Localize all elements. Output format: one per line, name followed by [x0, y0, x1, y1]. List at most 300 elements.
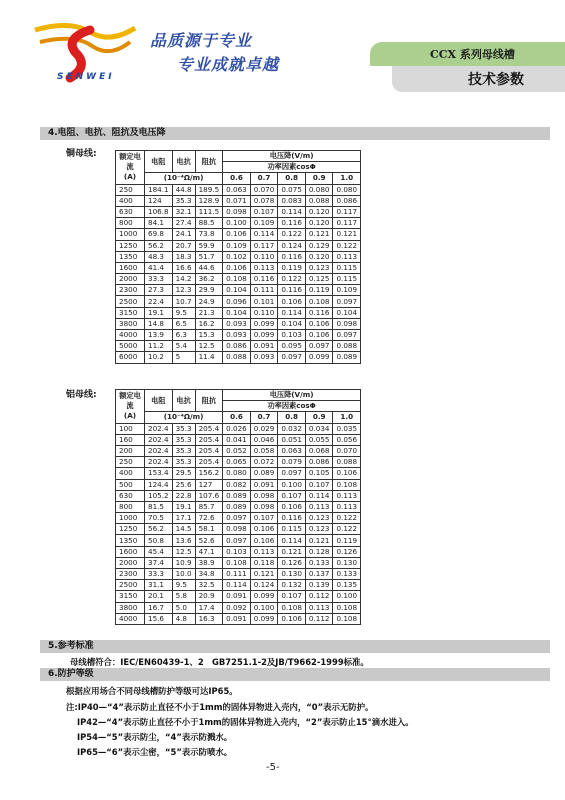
protection-line-3: IP42—“4”表示防止直径不小于1mm的固体异物进入壳内，“2”表示防止15°滴水进入。: [77, 717, 414, 727]
table-cell: 44.6: [195, 262, 223, 273]
table-cell: 13.6: [172, 535, 195, 546]
table-cell: 0.109: [223, 240, 251, 251]
table-cell: 0.108: [333, 602, 361, 613]
protection-line-2: 注:IP40—“4”表示防止直径不小于1mm的固体异物进入壳内，“0”表示无防护。: [66, 702, 374, 712]
table-cell: 33.3: [145, 274, 173, 285]
table-cell: 41.4: [145, 262, 173, 273]
table-row: [116, 557, 361, 568]
table-cell: 0.070: [250, 184, 278, 195]
table-header-row: [116, 173, 361, 184]
table-cell: 0.052: [223, 445, 251, 456]
table-cell: 200: [116, 445, 145, 456]
table-row: [116, 251, 361, 262]
table-cell: 0.092: [223, 602, 251, 613]
table-cell: 0.115: [333, 274, 361, 285]
table-cell: 0.108: [305, 296, 333, 307]
table-cell: 12.5: [172, 546, 195, 557]
aluminum-table: [115, 389, 361, 625]
table-cell: 0.105: [305, 468, 333, 479]
standards-line: 母线槽符合：IEC/EN60439-1、2 GB7251.1-2及JB/T9662-1999标准。: [70, 657, 369, 667]
table-cell: 0.106: [250, 535, 278, 546]
table-cell: 0.101: [250, 296, 278, 307]
rated-current-label: 额定电流: [119, 391, 141, 411]
table-cell: 0.079: [278, 457, 306, 468]
table-cell: 6000: [116, 352, 145, 363]
table-cell: 0.104: [223, 307, 251, 318]
table-cell: 20.9: [195, 591, 223, 602]
protection-line-1: 根据应用场合不同母线槽防护等级可达IP65。: [66, 686, 238, 696]
table-cell: 0.093: [250, 352, 278, 363]
table-cell: 0.118: [250, 557, 278, 568]
table-cell: 45.4: [145, 546, 173, 557]
table-cell: 205.4: [195, 445, 223, 456]
table-cell: 3150: [116, 591, 145, 602]
table-cell: 0.100: [223, 218, 251, 229]
resistance-header: 电阻: [145, 151, 173, 173]
table-cell: 400: [116, 468, 145, 479]
table-cell: 0.070: [333, 445, 361, 456]
table-cell: 0.135: [333, 580, 361, 591]
table-cell: 14.2: [172, 274, 195, 285]
table-cell: 0.117: [250, 240, 278, 251]
pf-value-header: 0.7: [250, 173, 278, 184]
table-cell: 0.123: [305, 262, 333, 273]
table-cell: 0.107: [250, 513, 278, 524]
rated-current-header: [116, 390, 145, 424]
table-cell: 19.1: [172, 501, 195, 512]
table-cell: 0.111: [250, 285, 278, 296]
table-cell: 0.100: [333, 591, 361, 602]
pf-value-header: 0.8: [278, 173, 306, 184]
table-cell: 0.130: [333, 557, 361, 568]
pf-value-header: 0.8: [278, 412, 306, 423]
table-cell: 500: [116, 479, 145, 490]
table-cell: 0.098: [333, 318, 361, 329]
table-cell: 0.119: [278, 262, 306, 273]
table-cell: 32.1: [172, 206, 195, 217]
copper-label: 铜母线:: [66, 149, 97, 159]
table-cell: 0.097: [223, 513, 251, 524]
table-cell: 5.8: [172, 591, 195, 602]
table-cell: 160: [116, 434, 145, 445]
table-cell: 16.3: [195, 613, 223, 624]
table-cell: 0.097: [333, 296, 361, 307]
table-cell: 35.3: [172, 434, 195, 445]
table-cell: 0.091: [223, 591, 251, 602]
table-cell: 85.7: [195, 501, 223, 512]
table-row: [116, 296, 361, 307]
table-row: [116, 262, 361, 273]
table-cell: 0.091: [223, 613, 251, 624]
table-cell: 19.1: [145, 307, 173, 318]
table-cell: 0.097: [223, 535, 251, 546]
table-cell: 24.1: [172, 229, 195, 240]
table-cell: 0.107: [278, 591, 306, 602]
table-cell: 0.099: [305, 352, 333, 363]
table-cell: 0.114: [278, 307, 306, 318]
table-cell: 0.112: [305, 591, 333, 602]
table-row: [116, 184, 361, 195]
pf-value-header: 1.0: [333, 412, 361, 423]
table-row: [116, 307, 361, 318]
table-cell: 0.065: [223, 457, 251, 468]
table-cell: 0.108: [333, 613, 361, 624]
table-cell: 0.032: [278, 423, 306, 434]
table-cell: 0.098: [250, 501, 278, 512]
rated-current-unit: (A): [123, 411, 137, 421]
table-cell: 0.123: [305, 513, 333, 524]
table-cell: 2000: [116, 274, 145, 285]
table-row: [116, 218, 361, 229]
table-cell: 72.6: [195, 513, 223, 524]
table-cell: 0.106: [278, 613, 306, 624]
power-factor-header: 功率因素cosΦ: [223, 401, 361, 412]
table-cell: 0.113: [305, 501, 333, 512]
pf-value-header: 0.6: [223, 173, 251, 184]
table-cell: 0.125: [305, 274, 333, 285]
table-cell: 4000: [116, 613, 145, 624]
table-cell: 0.104: [278, 318, 306, 329]
table-cell: 0.088: [333, 457, 361, 468]
table-cell: 0.106: [305, 330, 333, 341]
table-cell: 0.107: [250, 206, 278, 217]
rated-current-label: 额定电流: [119, 152, 141, 172]
table-cell: 0.121: [250, 569, 278, 580]
table-cell: 202.4: [145, 445, 173, 456]
table-cell: 100: [116, 423, 145, 434]
table-cell: 0.122: [278, 274, 306, 285]
table-cell: 47.1: [195, 546, 223, 557]
table-cell: 184.1: [145, 184, 173, 195]
table-cell: 0.089: [223, 501, 251, 512]
table-cell: 0.091: [250, 341, 278, 352]
slogan-line1: 品质源于专业: [150, 31, 253, 50]
table-cell: 0.088: [305, 195, 333, 206]
table-cell: 10.2: [145, 352, 173, 363]
table-cell: 4.8: [172, 613, 195, 624]
reactance-header: 电抗: [172, 151, 195, 173]
table-cell: 0.099: [250, 330, 278, 341]
impedance-header: 阻抗: [195, 151, 223, 173]
table-cell: 0.120: [305, 218, 333, 229]
page-number: -5-: [266, 762, 280, 773]
table-cell: 3150: [116, 307, 145, 318]
impedance-header: 阻抗: [195, 390, 223, 412]
table-cell: 0.072: [250, 457, 278, 468]
table-cell: 6.3: [172, 330, 195, 341]
table-cell: 22.4: [145, 296, 173, 307]
table-cell: 44.8: [172, 184, 195, 195]
table-cell: 5.0: [172, 602, 195, 613]
table-cell: 3800: [116, 602, 145, 613]
table-row: [116, 591, 361, 602]
table-cell: 0.107: [278, 490, 306, 501]
table-cell: 0.097: [278, 352, 306, 363]
table-cell: 0.116: [278, 513, 306, 524]
table-cell: 0.058: [250, 445, 278, 456]
table-cell: 36.2: [195, 274, 223, 285]
table-cell: 9.5: [172, 307, 195, 318]
table-cell: 0.080: [305, 184, 333, 195]
table-cell: 0.098: [223, 206, 251, 217]
table-cell: 2500: [116, 296, 145, 307]
table-cell: 0.075: [278, 184, 306, 195]
table-cell: 56.2: [145, 240, 173, 251]
table-cell: 0.133: [305, 557, 333, 568]
table-cell: 0.113: [333, 501, 361, 512]
table-cell: 4000: [116, 330, 145, 341]
table-cell: 0.137: [305, 569, 333, 580]
table-cell: 0.110: [250, 307, 278, 318]
table-cell: 105.2: [145, 490, 173, 501]
table-cell: 0.089: [223, 490, 251, 501]
table-cell: 6.5: [172, 318, 195, 329]
table-cell: 189.5: [195, 184, 223, 195]
table-cell: 106.8: [145, 206, 173, 217]
table-cell: 0.133: [333, 569, 361, 580]
table-row: [116, 602, 361, 613]
table-row: [116, 524, 361, 535]
table-cell: 0.130: [278, 569, 306, 580]
table-cell: 14.5: [172, 524, 195, 535]
table-row: [116, 229, 361, 240]
table-cell: 35.3: [172, 195, 195, 206]
table-row: [116, 318, 361, 329]
series-title: CCX 系列母线槽: [430, 48, 515, 61]
table-cell: 51.7: [195, 251, 223, 262]
table-cell: 0.063: [223, 184, 251, 195]
table-cell: 250: [116, 457, 145, 468]
table-cell: 0.097: [305, 341, 333, 352]
table-cell: 15.3: [195, 330, 223, 341]
table-cell: 0.116: [278, 251, 306, 262]
table-cell: 0.091: [250, 479, 278, 490]
table-cell: 0.113: [333, 251, 361, 262]
table-cell: 10.7: [172, 296, 195, 307]
table-cell: 0.046: [250, 434, 278, 445]
table-row: [116, 457, 361, 468]
table-cell: 35.3: [172, 457, 195, 468]
table-cell: 37.4: [145, 557, 173, 568]
table-cell: 0.051: [278, 434, 306, 445]
table-cell: 0.113: [250, 546, 278, 557]
table-cell: 10.0: [172, 569, 195, 580]
pf-value-header: 0.9: [305, 173, 333, 184]
table-cell: 0.113: [250, 262, 278, 273]
table-cell: 0.139: [305, 580, 333, 591]
table-row: [116, 206, 361, 217]
table-cell: 0.089: [333, 352, 361, 363]
table-row: [116, 490, 361, 501]
table-cell: 156.2: [195, 468, 223, 479]
table-row: [116, 535, 361, 546]
table-cell: 1600: [116, 262, 145, 273]
table-cell: 12.5: [195, 341, 223, 352]
table-cell: 0.114: [305, 490, 333, 501]
table-row: [116, 195, 361, 206]
table-row: [116, 352, 361, 363]
table-cell: 0.126: [333, 546, 361, 557]
table-cell: 0.086: [305, 457, 333, 468]
table-cell: 25.6: [172, 479, 195, 490]
table-cell: 81.5: [145, 501, 173, 512]
table-cell: 0.093: [223, 330, 251, 341]
table-cell: 0.122: [278, 229, 306, 240]
section5-title: 5.参考标准: [40, 640, 550, 653]
table-cell: 0.106: [278, 296, 306, 307]
table-cell: 0.121: [333, 229, 361, 240]
table-cell: 0.116: [305, 307, 333, 318]
table-cell: 107.6: [195, 490, 223, 501]
table-cell: 24.9: [195, 296, 223, 307]
table-cell: 0.122: [333, 524, 361, 535]
table-cell: 0.096: [223, 296, 251, 307]
table-cell: 202.4: [145, 423, 173, 434]
table-cell: 0.121: [305, 229, 333, 240]
table-cell: 14.8: [145, 318, 173, 329]
table-cell: 0.108: [223, 557, 251, 568]
table-cell: 0.117: [333, 218, 361, 229]
table-cell: 0.080: [223, 468, 251, 479]
table-cell: 0.106: [278, 501, 306, 512]
table-cell: 0.114: [223, 580, 251, 591]
table-cell: 0.107: [305, 479, 333, 490]
table-cell: 0.122: [333, 513, 361, 524]
table-cell: 84.1: [145, 218, 173, 229]
table-cell: 0.114: [278, 535, 306, 546]
resistance-header: 电阻: [145, 390, 173, 412]
table-cell: 0.112: [305, 613, 333, 624]
table-cell: 0.116: [250, 274, 278, 285]
table-cell: 0.106: [223, 229, 251, 240]
table-cell: 202.4: [145, 457, 173, 468]
copper-table: [115, 150, 361, 364]
table-cell: 0.034: [305, 423, 333, 434]
table-cell: 0.098: [250, 490, 278, 501]
voltage-drop-header: 电压降(V/m): [223, 390, 361, 401]
table-cell: 0.129: [305, 240, 333, 251]
table-cell: 0.115: [333, 262, 361, 273]
table-cell: 0.115: [278, 524, 306, 535]
table-cell: 124: [145, 195, 173, 206]
table-cell: 0.124: [278, 240, 306, 251]
table-header-row: [116, 390, 361, 401]
table-cell: 0.106: [223, 262, 251, 273]
table-cell: 205.4: [195, 457, 223, 468]
table-cell: 17.4: [195, 602, 223, 613]
table-cell: 11.2: [145, 341, 173, 352]
table-cell: 59.9: [195, 240, 223, 251]
table-cell: 0.106: [333, 468, 361, 479]
table-cell: 0.100: [250, 602, 278, 613]
table-cell: 0.119: [305, 285, 333, 296]
table-cell: 0.100: [278, 479, 306, 490]
table-cell: 630: [116, 490, 145, 501]
table-cell: 250: [116, 184, 145, 195]
table-cell: 630: [116, 206, 145, 217]
table-cell: 800: [116, 501, 145, 512]
power-factor-header: 功率因素cosΦ: [223, 162, 361, 173]
table-cell: 0.088: [223, 352, 251, 363]
table-cell: 0.104: [333, 307, 361, 318]
table-cell: 18.3: [172, 251, 195, 262]
slogan-line2: 专业成就卓越: [177, 55, 280, 74]
table-header-row: [116, 412, 361, 423]
protection-line-5: IP65—“6”表示尘密，“5”表示防喷水。: [77, 747, 233, 757]
table-cell: 0.097: [333, 330, 361, 341]
table-cell: 0.124: [250, 580, 278, 591]
table-cell: 0.029: [250, 423, 278, 434]
table-row: [116, 445, 361, 456]
table-cell: 58.1: [195, 524, 223, 535]
table-row: [116, 546, 361, 557]
table-cell: 50.8: [145, 535, 173, 546]
protection-line-4: IP54—“5”表示防尘，“4”表示防溅水。: [77, 732, 233, 742]
units-header: (10⁻⁴Ω/m): [145, 173, 223, 184]
table-cell: 29.9: [195, 285, 223, 296]
table-cell: 0.119: [333, 535, 361, 546]
units-header: (10⁻⁴Ω/m): [145, 412, 223, 423]
table-cell: 5: [172, 352, 195, 363]
table-cell: 31.1: [145, 580, 173, 591]
table-cell: 124.4: [145, 479, 173, 490]
table-cell: 0.089: [250, 468, 278, 479]
table-cell: 0.088: [333, 341, 361, 352]
table-header-row: [116, 151, 361, 162]
table-cell: 0.113: [305, 602, 333, 613]
table-cell: 13.9: [145, 330, 173, 341]
table-cell: 10.9: [172, 557, 195, 568]
table-cell: 88.5: [195, 218, 223, 229]
table-cell: 128.9: [195, 195, 223, 206]
page-subtitle: 技术参数: [468, 72, 524, 88]
table-cell: 2500: [116, 580, 145, 591]
table-cell: 205.4: [195, 423, 223, 434]
table-cell: 0.099: [250, 591, 278, 602]
table-row: [116, 274, 361, 285]
rated-current-header: [116, 151, 145, 185]
table-row: [116, 285, 361, 296]
table-cell: 0.123: [305, 524, 333, 535]
table-cell: 1350: [116, 535, 145, 546]
table-cell: 0.063: [278, 445, 306, 456]
table-cell: 153.4: [145, 468, 173, 479]
table-cell: 0.068: [305, 445, 333, 456]
table-cell: 3800: [116, 318, 145, 329]
table-cell: 0.121: [278, 546, 306, 557]
table-cell: 0.120: [305, 251, 333, 262]
table-cell: 0.104: [223, 285, 251, 296]
table-cell: 0.083: [278, 195, 306, 206]
table-cell: 2300: [116, 285, 145, 296]
table-cell: 34.8: [195, 569, 223, 580]
table-cell: 0.117: [333, 206, 361, 217]
pf-value-header: 1.0: [333, 173, 361, 184]
table-row: [116, 613, 361, 624]
table-cell: 0.116: [278, 285, 306, 296]
table-cell: 0.056: [333, 434, 361, 445]
table-cell: 27.4: [172, 218, 195, 229]
table-cell: 0.114: [250, 229, 278, 240]
table-cell: 5000: [116, 341, 145, 352]
table-cell: 17.1: [172, 513, 195, 524]
table-cell: 111.5: [195, 206, 223, 217]
table-cell: 0.116: [278, 218, 306, 229]
table-cell: 205.4: [195, 434, 223, 445]
table-cell: 1000: [116, 229, 145, 240]
table-cell: 127: [195, 479, 223, 490]
aluminum-label: 铝母线:: [66, 390, 97, 400]
